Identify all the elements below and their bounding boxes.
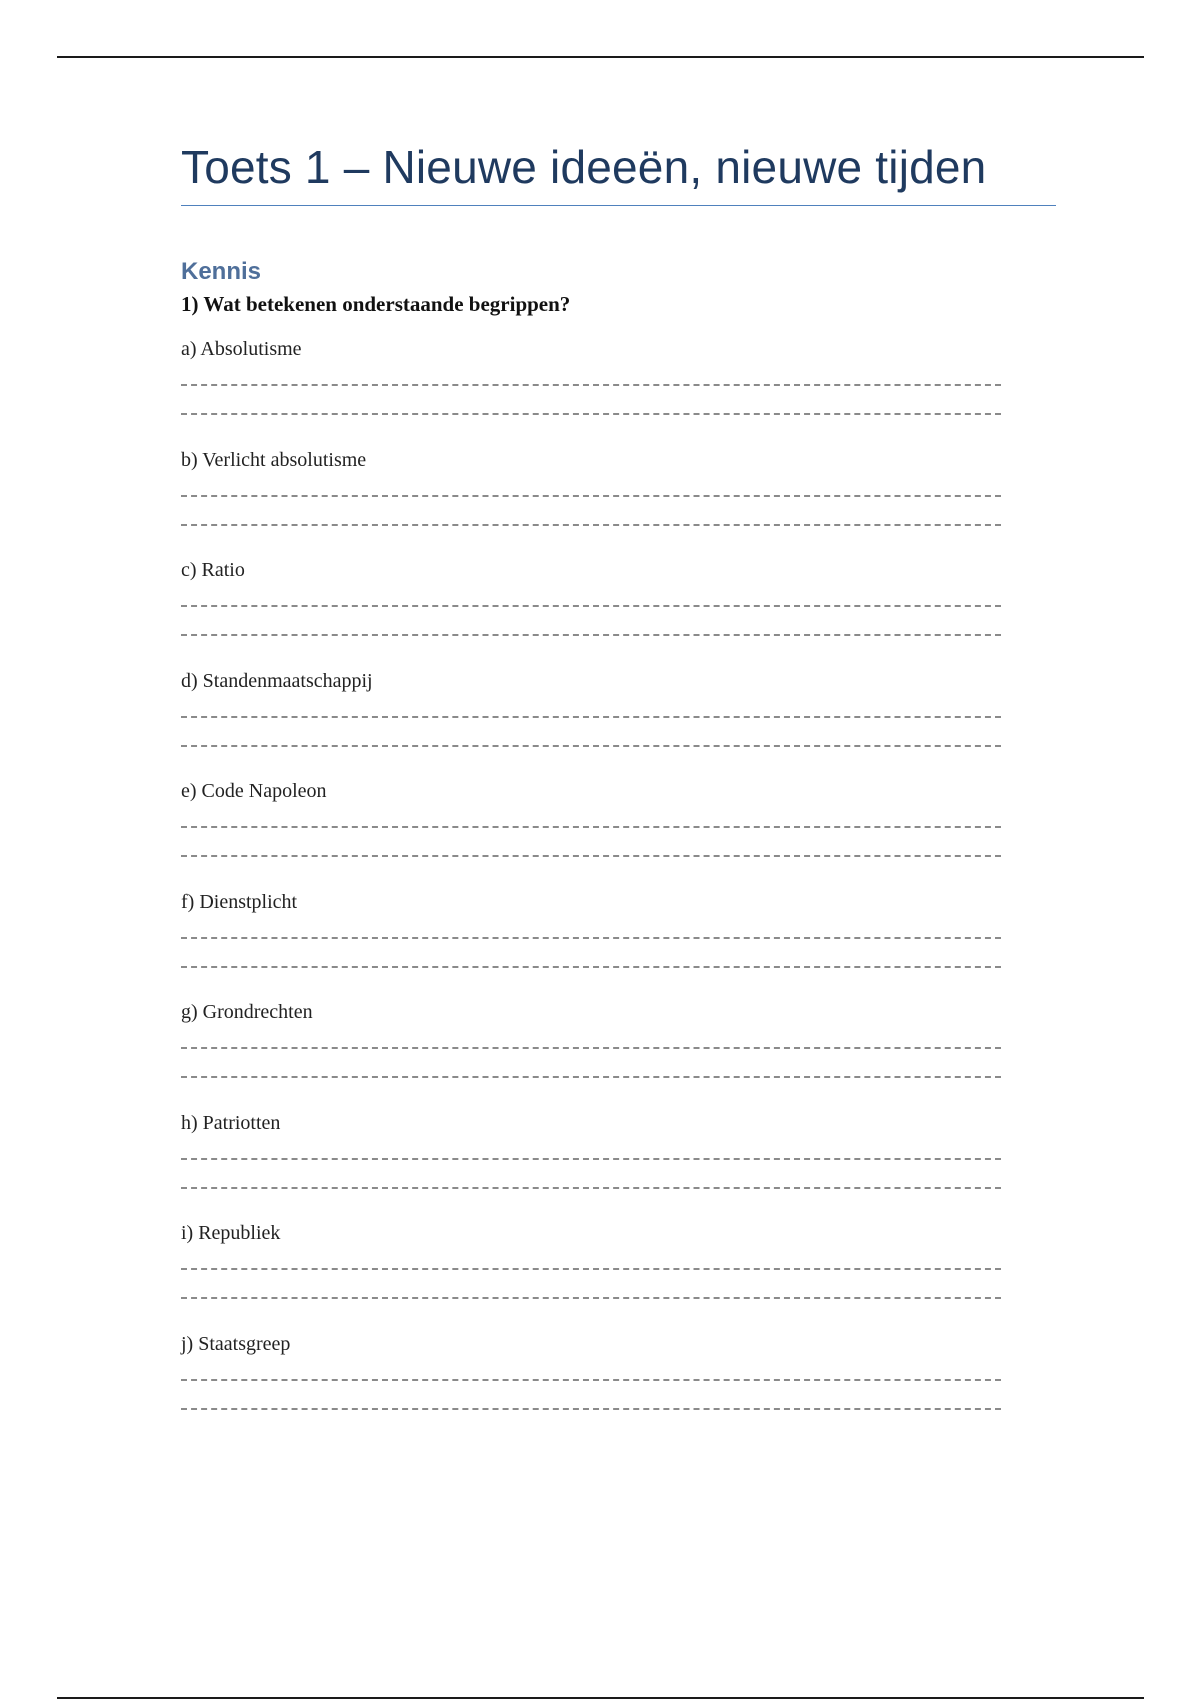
term-item <box>181 999 1056 1110</box>
term-item <box>181 447 1056 558</box>
answer-line[interactable] <box>181 1187 1001 1189</box>
answer-line[interactable] <box>181 495 1001 497</box>
term-label: d) Standenmaatschappij <box>181 669 373 692</box>
answer-line[interactable] <box>181 1158 1001 1160</box>
term-item <box>181 889 1056 1000</box>
answer-line[interactable] <box>181 1268 1001 1270</box>
answer-line[interactable] <box>181 634 1001 636</box>
term-item <box>181 557 1056 668</box>
answer-line[interactable] <box>181 524 1001 526</box>
term-item <box>181 778 1056 889</box>
page-top-rule <box>57 56 1144 58</box>
answer-line[interactable] <box>181 413 1001 415</box>
answer-line[interactable] <box>181 1379 1001 1381</box>
answer-line[interactable] <box>181 966 1001 968</box>
term-label: a) Absolutisme <box>181 338 302 361</box>
question-1: 1) Wat betekenen onderstaande begrippen? <box>181 291 571 316</box>
term-label: h) Patriotten <box>181 1111 281 1134</box>
answer-line[interactable] <box>181 745 1001 747</box>
title-underline <box>181 205 1056 206</box>
answer-line[interactable] <box>181 855 1001 857</box>
answer-line[interactable] <box>181 1076 1001 1078</box>
term-label: e) Code Napoleon <box>181 780 327 803</box>
answer-line[interactable] <box>181 716 1001 718</box>
answer-line[interactable] <box>181 384 1001 386</box>
term-item <box>181 668 1056 779</box>
page-title: Toets 1 – Nieuwe ideeën, nieuwe tijden <box>181 141 987 193</box>
term-list <box>181 336 1056 1441</box>
term-item <box>181 336 1056 447</box>
term-item <box>181 1110 1056 1221</box>
answer-line[interactable] <box>181 1047 1001 1049</box>
answer-line[interactable] <box>181 1408 1001 1410</box>
answer-line[interactable] <box>181 937 1001 939</box>
term-item <box>181 1331 1056 1442</box>
term-label: c) Ratio <box>181 559 245 582</box>
answer-line[interactable] <box>181 605 1001 607</box>
term-label: g) Grondrechten <box>181 1001 313 1024</box>
term-label: j) Staatsgreep <box>181 1332 291 1355</box>
term-item <box>181 1220 1056 1331</box>
term-label: f) Dienstplicht <box>181 890 298 913</box>
page-bottom-rule <box>57 1697 1144 1699</box>
answer-line[interactable] <box>181 1297 1001 1299</box>
section-heading: Kennis <box>181 258 262 286</box>
document-body <box>181 140 1056 1441</box>
term-label: i) Republiek <box>181 1222 281 1245</box>
term-label: b) Verlicht absolutisme <box>181 448 367 471</box>
answer-line[interactable] <box>181 826 1001 828</box>
